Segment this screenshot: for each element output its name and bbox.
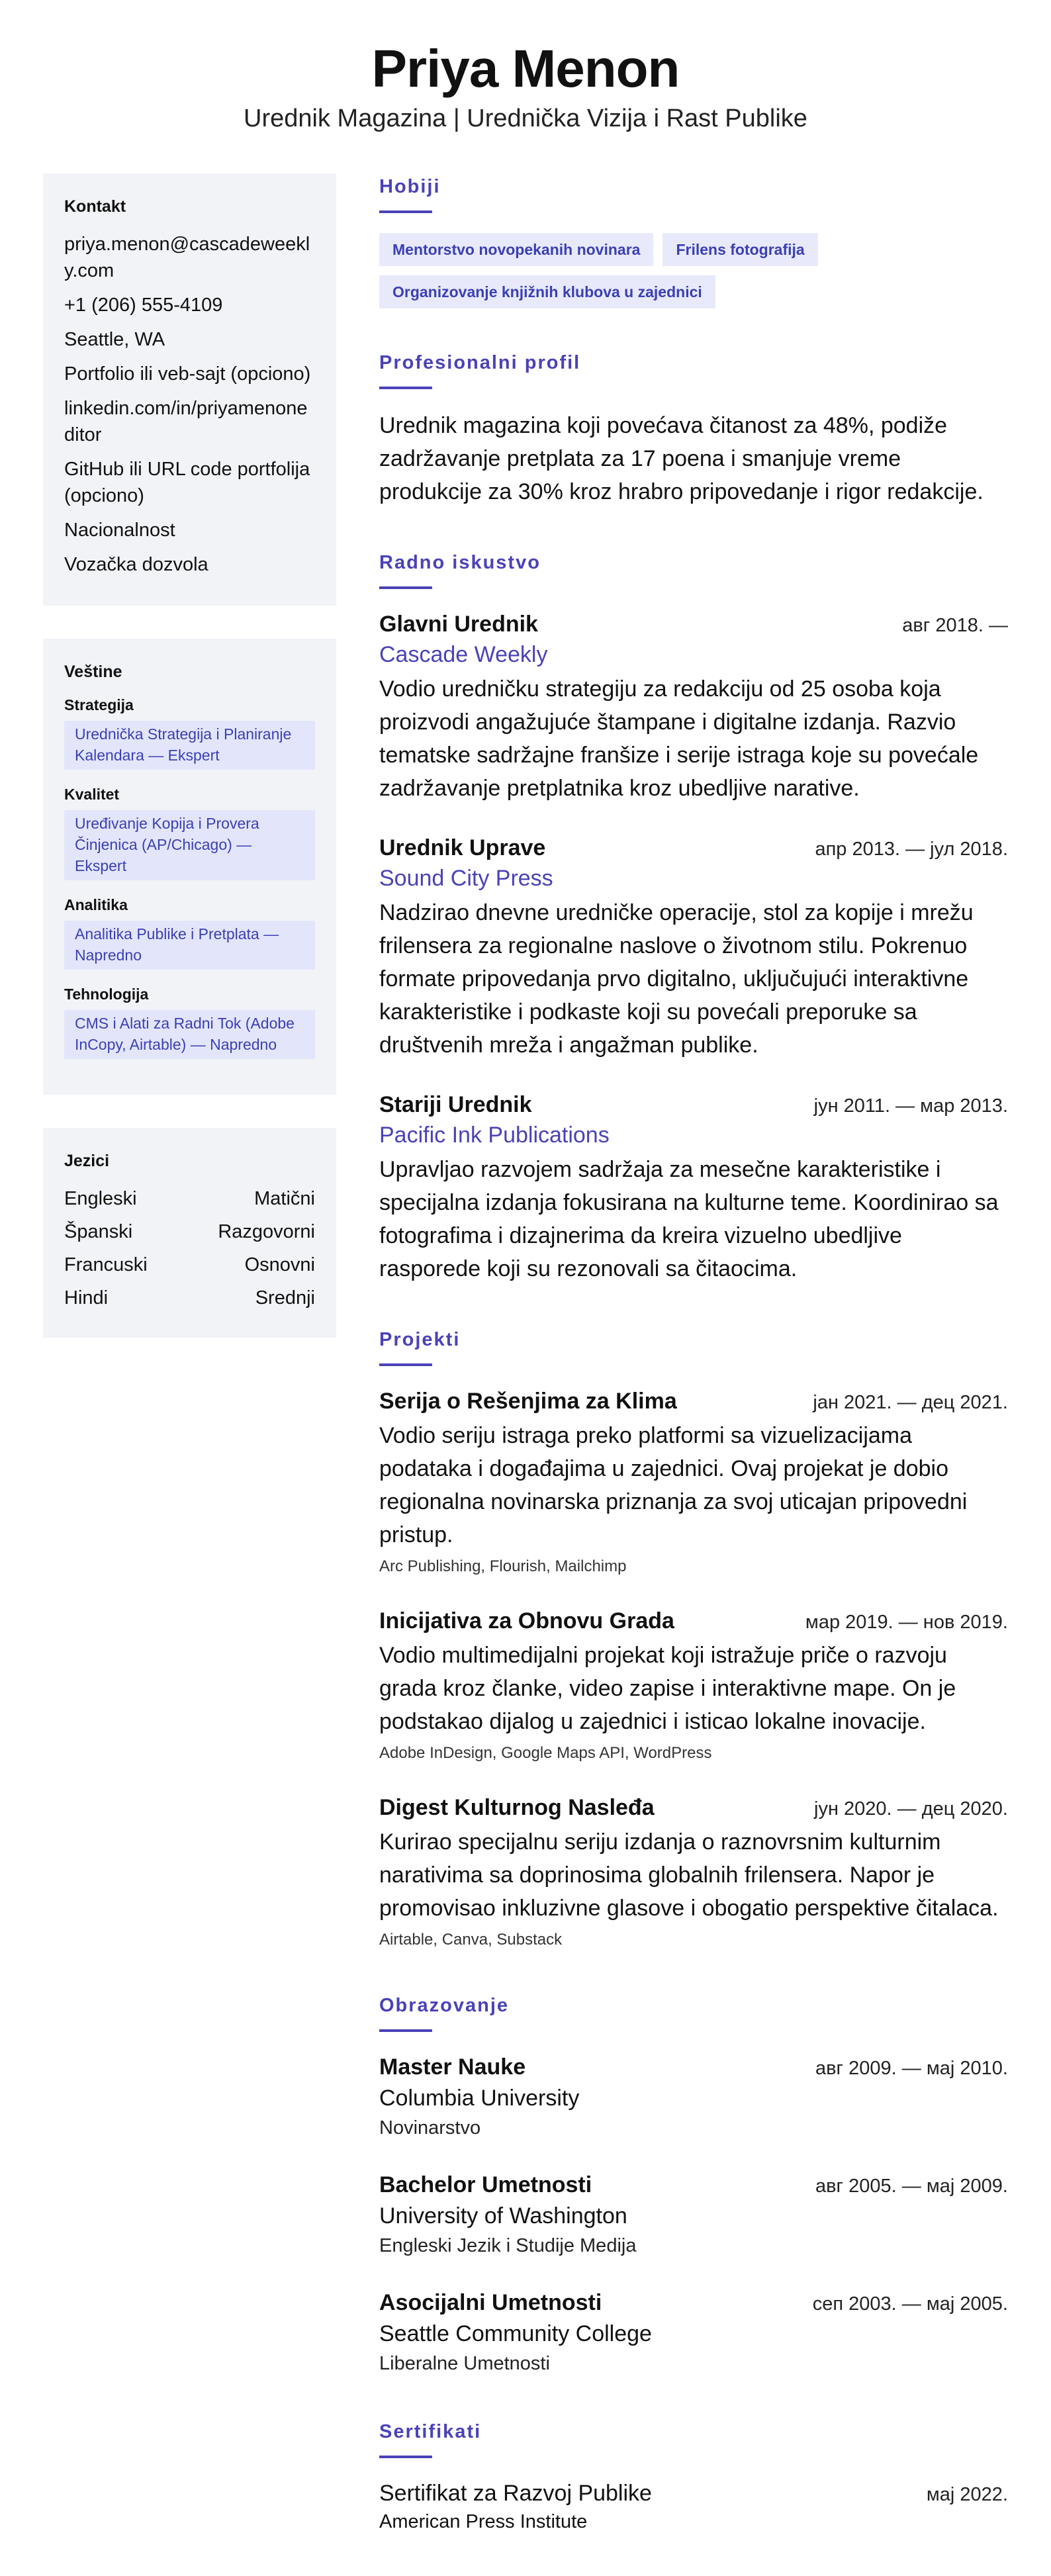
project-entry bbox=[379, 1792, 1008, 1951]
section-title: Projekti bbox=[379, 1329, 461, 1350]
education-date: сеп 2003. — мај 2005. bbox=[812, 2293, 1008, 2315]
section-divider bbox=[379, 2029, 432, 2032]
section-divider bbox=[379, 387, 432, 389]
hobby-chip: Frilens fotografija bbox=[663, 233, 817, 266]
job-date: јун 2011. — мар 2013. bbox=[813, 1095, 1008, 1117]
entry-header bbox=[379, 2287, 1008, 2318]
project-tools: Airtable, Canva, Substack bbox=[379, 1931, 563, 1949]
resume-columns bbox=[43, 173, 1008, 2576]
job-title: Stariji Urednik bbox=[379, 1092, 532, 1117]
experience-section bbox=[379, 549, 1008, 1285]
section-divider bbox=[379, 1363, 432, 1366]
project-name: Inicijativa za Obnovu Grada bbox=[379, 1608, 674, 1633]
job-description: Upravljao razvojem sadržaja za mesečne karakteristike i specijalna izdanja fokusirana na kulturne teme. Koordinirao sa fotografima i dizajnerima da kreira vizuelno ubedljive rasporede koji su rezonovali sa čitaocima. bbox=[379, 1157, 999, 1281]
skill-group bbox=[64, 986, 315, 1059]
contact-linkedin[interactable]: linkedin.com/in/priyamenoneditor bbox=[64, 398, 308, 445]
sidebar bbox=[43, 173, 336, 2576]
education-entry bbox=[379, 2170, 1008, 2260]
experience-entry bbox=[379, 833, 1008, 1062]
field-of-study: Liberalne Umetnosti bbox=[379, 2353, 550, 2374]
section-title: Profesionalni profil bbox=[379, 352, 581, 373]
language-level: Osnovni bbox=[244, 1254, 315, 1275]
project-description: Vodio seriju istraga preko platformi sa vizuelizacijama podataka i događajima u zajednici. Ovaj projekat je dobio regionalna novinarska priznanja za svoj uticajan pripovedni pristup. bbox=[379, 1423, 968, 1547]
employer: Cascade Weekly bbox=[379, 642, 548, 667]
skill-group bbox=[64, 896, 315, 970]
contact-card bbox=[43, 173, 336, 606]
contact-location: Seattle, WA bbox=[64, 329, 165, 350]
project-name: Digest Kulturnog Nasleđa bbox=[379, 1795, 655, 1820]
project-tools: Adobe InDesign, Google Maps API, WordPress bbox=[379, 1744, 712, 1762]
language-row bbox=[64, 1252, 315, 1278]
skill-group bbox=[64, 786, 315, 880]
hobby-list bbox=[379, 233, 1008, 308]
entry-header bbox=[379, 1386, 1008, 1416]
section-title: Obrazovanje bbox=[379, 1995, 510, 2016]
skill-group-title: Tehnologija bbox=[64, 986, 149, 1003]
contact-nationality: Nacionalnost bbox=[64, 520, 175, 541]
degree: Bachelor Umetnosti bbox=[379, 2172, 592, 2197]
employer: Pacific Ink Publications bbox=[379, 1123, 610, 1148]
field-of-study: Novinarstvo bbox=[379, 2117, 481, 2139]
profile-summary: Urednik magazina koji povećava čitanost za 48%, podiže zadržavanje pretplata za 17 poena i smanjuje vreme produkcije za 30% kroz hrabro pripovedanje i rigor redakcije. bbox=[379, 413, 983, 504]
job-date: апр 2013. — јул 2018. bbox=[815, 839, 1008, 860]
entry-header bbox=[379, 609, 1008, 639]
language-name: Engleski bbox=[64, 1188, 137, 1209]
skill-chip: CMS i Alati za Radni Tok (Adobe InCopy, Airtable) — Napredno bbox=[64, 1010, 315, 1059]
main-content bbox=[379, 173, 1008, 2576]
education-entry bbox=[379, 2287, 1008, 2377]
skill-group-title: Kvalitet bbox=[64, 786, 120, 803]
entry-header bbox=[379, 1606, 1008, 1636]
section-title: Sertifikati bbox=[379, 2421, 482, 2442]
experience-entry bbox=[379, 609, 1008, 805]
certificate-issuer: American Press Institute bbox=[379, 2511, 588, 2532]
candidate-tagline: Urednik Magazina | Urednička Vizija i Rast Publike bbox=[244, 105, 807, 132]
education-date: авг 2009. — мај 2010. bbox=[815, 2058, 1008, 2079]
degree: Asocijalni Umetnosti bbox=[379, 2290, 602, 2315]
profile-section bbox=[379, 349, 1008, 508]
entry-header bbox=[379, 833, 1008, 863]
project-name: Serija o Rešenjima za Klima bbox=[379, 1389, 677, 1414]
language-row bbox=[64, 1219, 315, 1245]
language-name: Španski bbox=[64, 1221, 133, 1242]
project-entry bbox=[379, 1606, 1008, 1765]
certificate-entry bbox=[379, 2478, 1008, 2535]
degree: Master Nauke bbox=[379, 2054, 526, 2080]
entry-header bbox=[379, 2478, 1008, 2508]
field-of-study: Engleski Jezik i Studije Medija bbox=[379, 2235, 637, 2256]
job-title: Urednik Uprave bbox=[379, 835, 546, 860]
languages-title: Jezici bbox=[64, 1152, 110, 1170]
projects-section bbox=[379, 1326, 1008, 1951]
language-row bbox=[64, 1285, 315, 1311]
certificate-name: Sertifikat za Razvoj Publike bbox=[379, 2481, 652, 2506]
languages-card bbox=[43, 1128, 336, 1338]
contact-phone[interactable]: +1 (206) 555-4109 bbox=[64, 295, 223, 316]
project-description: Vodio multimedijalni projekat koji istražuje priče o razvoju grada kroz članke, video zapise i interaktivne mape. On je podstakao dijalog u zajednici i isticao lokalne inovacije. bbox=[379, 1643, 956, 1734]
language-level: Srednji bbox=[255, 1287, 315, 1309]
job-description: Nadzirao dnevne uredničke operacije, stol za kopije i mrežu frilensera za regionalne naslove o životnom stilu. Pokrenuo formate pripovedanja prvo digitalno, uključujući interaktivne karakteristike i podkaste koji su povećali preporuke sa društvenih mreža i angažman publike. bbox=[379, 900, 974, 1058]
skill-group-title: Analitika bbox=[64, 896, 128, 913]
language-name: Francuski bbox=[64, 1254, 148, 1275]
skills-card bbox=[43, 639, 336, 1095]
language-row bbox=[64, 1185, 315, 1212]
language-name: Hindi bbox=[64, 1287, 109, 1309]
section-divider bbox=[379, 210, 432, 213]
entry-header bbox=[379, 1792, 1008, 1823]
language-level: Razgovorni bbox=[218, 1221, 315, 1242]
section-title: Hobiji bbox=[379, 176, 441, 197]
hobbies-section bbox=[379, 173, 1008, 308]
contact-github: GitHub ili URL code portfolija (opciono) bbox=[64, 459, 310, 506]
skill-group-title: Strategija bbox=[64, 696, 134, 713]
school: University of Washington bbox=[379, 2203, 627, 2229]
skill-chip: Analitika Publike i Pretplata — Napredno bbox=[64, 921, 315, 970]
skill-chip: Uređivanje Kopija i Provera Činjenica (AP/Chicago) — Ekspert bbox=[64, 810, 315, 880]
contact-email[interactable]: priya.menon@cascadeweekly.com bbox=[64, 234, 310, 281]
certificates-section bbox=[379, 2418, 1008, 2535]
project-entry bbox=[379, 1386, 1008, 1578]
contact-portfolio: Portfolio ili veb-sajt (opciono) bbox=[64, 363, 311, 385]
school: Columbia University bbox=[379, 2086, 580, 2111]
language-level: Matični bbox=[254, 1188, 315, 1209]
skill-group bbox=[64, 696, 315, 770]
project-tools: Arc Publishing, Flourish, Mailchimp bbox=[379, 1557, 627, 1575]
employer: Sound City Press bbox=[379, 866, 553, 891]
candidate-name: Priya Menon bbox=[371, 39, 680, 98]
contact-drivers-license: Vozačka dozvola bbox=[64, 554, 208, 575]
skill-chip: Urednička Strategija i Planiranje Kalendara — Ekspert bbox=[64, 721, 315, 770]
education-date: авг 2005. — мај 2009. bbox=[815, 2176, 1008, 2197]
project-date: јун 2020. — дец 2020. bbox=[814, 1798, 1008, 1819]
project-date: јан 2021. — дец 2021. bbox=[813, 1392, 1008, 1413]
job-date: авг 2018. — bbox=[902, 615, 1008, 636]
job-description: Vodio uredničku strategiju za redakciju od 25 osoba koja proizvodi angažujuće štampane i digitalne izdanja. Razvio tematske sadržajne franšize i serije istraga koje su povećale zadržavanje pretplatnika kroz ubedljive narative. bbox=[379, 676, 979, 801]
education-entry bbox=[379, 2052, 1008, 2142]
entry-header bbox=[379, 2170, 1008, 2200]
project-description: Kurirao specijalnu seriju izdanja o raznovrsnim kulturnim narativima sa doprinosima globalnih frilensera. Napor je promovisao inkluzivne glasove i obogatio perspektive čitalaca. bbox=[379, 1829, 999, 1921]
entry-header bbox=[379, 2052, 1008, 2082]
certificate-date: мај 2022. bbox=[926, 2484, 1008, 2505]
contact-title: Kontakt bbox=[64, 197, 126, 216]
job-title: Glavni Urednik bbox=[379, 612, 538, 637]
resume-header bbox=[0, 0, 1051, 135]
section-divider bbox=[379, 2456, 432, 2458]
section-title: Radno iskustvo bbox=[379, 552, 541, 573]
education-section bbox=[379, 1992, 1008, 2377]
skills-title: Veštine bbox=[64, 663, 122, 681]
experience-entry bbox=[379, 1089, 1008, 1285]
entry-header bbox=[379, 1089, 1008, 1120]
project-date: мар 2019. — нов 2019. bbox=[805, 1612, 1008, 1633]
school: Seattle Community College bbox=[379, 2321, 652, 2346]
hobby-chip: Organizovanje knjižnih klubova u zajednici bbox=[379, 275, 715, 308]
section-divider bbox=[379, 586, 432, 589]
hobby-chip: Mentorstvo novopekanih novinara bbox=[379, 233, 653, 266]
